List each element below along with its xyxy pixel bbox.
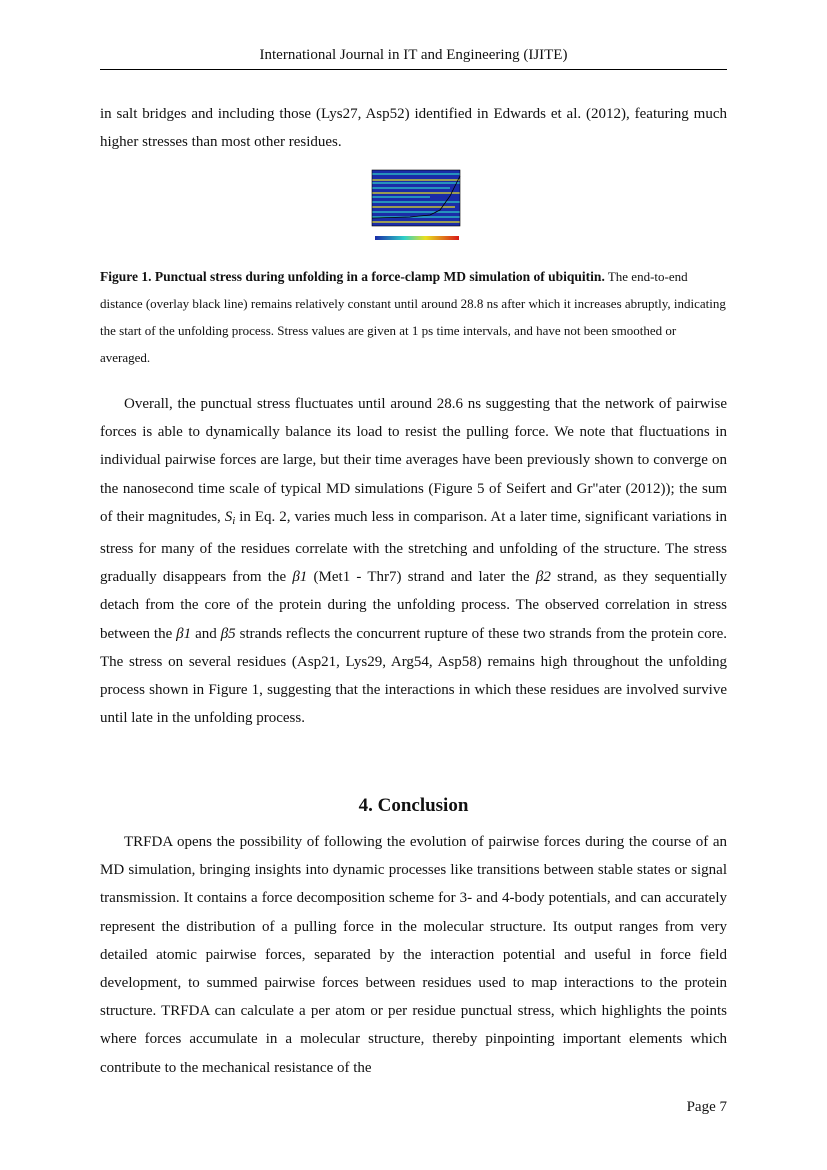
figure-1-caption (100, 263, 727, 371)
section-heading: 4. Conclusion (358, 795, 469, 816)
text-run: Overall, the punctual stress fluctuates until around 28.6 ns suggesting that the network of pairwise forces is able to dynamically balance its load to resist the pulling force. We note that fluctuations in individual pairwise forces are large, but their time averages have been previously shown to converge on the nanosecond time scale of typical MD simulations (Figure 5 of Seifert and Gr"ater (2012)); the sum of their magnitudes, (100, 396, 727, 525)
beta1-symbol: β1 (292, 569, 308, 586)
text-run: (Met1 - Thr7) strand and later the (307, 569, 536, 586)
text-run: strand, as they sequentially detach from the core of the protein during the unfolding process. The observed correlation in stress between the (100, 569, 727, 642)
paragraph-intro: in salt bridges and including those (Lys27, Asp52) identified in Edwards et al. (2012), featuring much higher stresses than most other residues. (100, 106, 727, 151)
beta5-symbol: β5 (220, 625, 236, 642)
beta2-symbol: β2 (535, 569, 551, 586)
paragraph-discussion (100, 390, 727, 732)
beta1-symbol: β1 (176, 625, 192, 642)
figure-1-image (360, 166, 470, 246)
caption-text: The end-to-end distance (overlay black line) remains relatively constant until around 28.8 ns after which it increases abruptly, indicating the start of the unfolding process. Stress values are given at 1 ps time intervals, and have not been smoothed or averaged. (100, 269, 726, 365)
paragraph-conclusion: TRFDA opens the possibility of following the evolution of pairwise forces during the course of an MD simulation, bringing insights into dynamic processes like transitions between stable states or signal transmission. It contains a force decomposition scheme for 3- and 4-body potentials, and can accurately represent the distribution of a pulling force in the molecular structure. Its output ranges from very detailed atomic pairwise forces, separated by the interaction potential and useful in force field development, to summed pairwise forces between residues used to map interactions to the protein structure. TRFDA can calculate a per atom or per residue punctual stress, which highlights the points where forces accumulate in a molecular structure, thereby pinpointing important elements which contribute to the mechanical resistance of the (100, 834, 727, 1076)
text-run: and (191, 625, 221, 642)
text-run: strands reflects the concurrent rupture of these two strands from the protein core. The stress on several residues (Asp21, Lys29, Arg54, Asp58) remains high throughout the unfolding process shown in Figure 1, suggesting that the interactions in which these residues are involved survive until late in the unfolding process. (100, 625, 727, 727)
symbol-subscript: i (232, 514, 236, 527)
stress-heatmap-icon (360, 166, 470, 246)
journal-header: International Journal in IT and Engineering (IJITE) (259, 47, 568, 63)
caption-title: Figure 1. Punctual stress during unfolding in a force-clamp MD simulation of ubiquitin. (100, 269, 605, 284)
text-run: in Eq. 2, varies much less in comparison. At a later time, significant variations in stress for many of the residues correlate with the stretching and unfolding of the structure. The stress gradually disappears from the (100, 508, 727, 586)
header-rule (100, 69, 727, 70)
page-number: Page 7 (686, 1099, 727, 1115)
symbol-s: S (224, 508, 233, 525)
